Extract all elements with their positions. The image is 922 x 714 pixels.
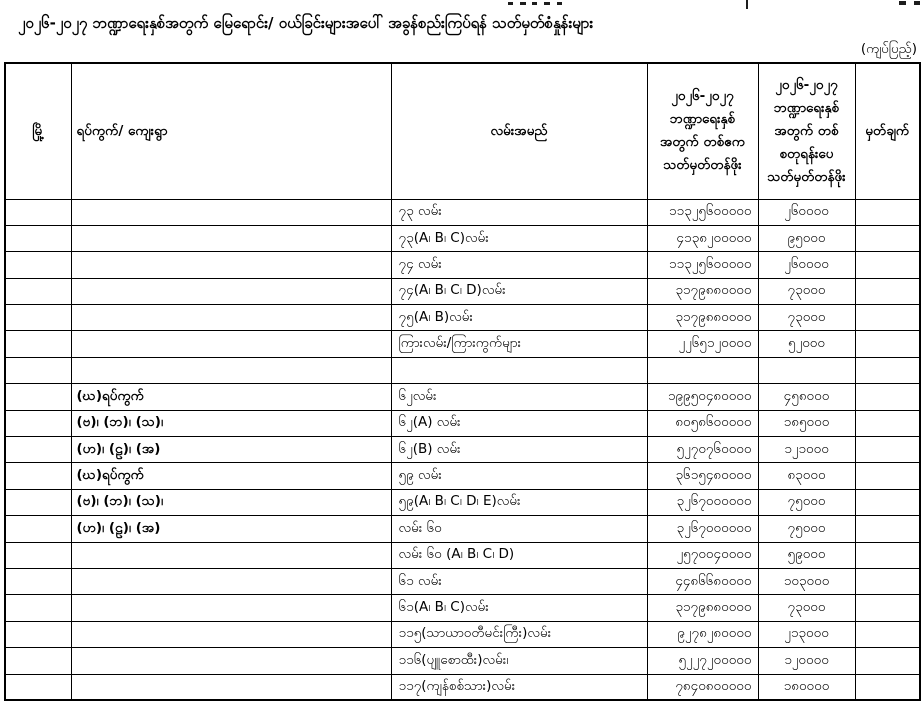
cell-per-acre-value: ၃၂၆၇၀၀၀၀၀၀ [647,489,758,515]
cell-ward: (ဃ)ရပ်ကွက် [71,384,391,410]
cell-per-sqft-value: ၇၅၀၀၀ [758,516,855,542]
scan-artifact [520,2,526,5]
cell-town [5,648,71,674]
cell-town [5,621,71,647]
cell-ward: (ဃ)ရပ်ကွက် [71,463,391,489]
cell-street-name: ၆၂(B) လမ်း [391,437,647,463]
cell-remark [855,357,920,383]
table-row [5,278,920,304]
cell-remark [855,225,920,251]
cell-per-sqft-value [758,357,855,383]
cell-street-name: ၁၁၆(ပျူစောထီး)လမ်း၊ [391,648,647,674]
col-header-town: မြို့ [5,63,71,199]
cell-street-name: ၇၄ လမ်း [391,252,647,278]
cell-per-sqft-value: ၂၁၃၀၀၀ [758,621,855,647]
header-row [5,63,920,199]
cell-per-acre-value: ၇၈၄၀၈၀၀၀၀၀ [647,674,758,700]
table-row [5,542,920,568]
cell-remark [855,305,920,331]
table-row [5,621,920,647]
cell-street-name: ၆၂(A) လမ်း [391,410,647,436]
cell-ward [71,621,391,647]
table-row [5,463,920,489]
cell-per-acre-value: ၅၂၇၀၇၆၀၀၀၀ [647,437,758,463]
cell-per-acre-value: ၂၅၇၀၀၄၀၀၀၀ [647,542,758,568]
cell-town [5,437,71,463]
cell-street-name: ၇၄(A၊ B၊ C၊ D)လမ်း [391,278,647,304]
cell-street-name: ၁၁၅(သာယာဝတီမင်းကြီး)လမ်း [391,621,647,647]
cell-per-sqft-value: ၁၈၀၀၀၀ [758,674,855,700]
cell-ward [71,278,391,304]
cell-per-sqft-value: ၄၅၈၀၀၀ [758,384,855,410]
cell-town [5,463,71,489]
cell-ward [71,542,391,568]
cell-per-acre-value: ၁၁၃၂၅၆၀၀၀၀၀ [647,252,758,278]
cell-street-name: ၅၉(A၊ B၊ C၊ D၊ E)လမ်း [391,489,647,515]
cell-per-acre-value: ၉၂၇၈၂၈၀၀၀၀ [647,621,758,647]
cell-per-sqft-value: ၂၆၀၀၀၀ [758,199,855,225]
cell-ward [71,674,391,700]
cell-per-sqft-value: ၁၈၅၀၀၀ [758,410,855,436]
cell-ward: (ဟ)၊ (ဠ)၊ (အ) [71,516,391,542]
cell-remark [855,252,920,278]
cell-town [5,410,71,436]
cell-remark [855,384,920,410]
table-row [5,384,920,410]
cell-town [5,489,71,515]
cell-street-name: ၆၂လမ်း [391,384,647,410]
cell-remark [855,621,920,647]
cell-ward [71,595,391,621]
table-row [5,674,920,700]
cell-remark [855,331,920,357]
table-row [5,516,920,542]
scan-artifact [557,2,562,5]
cell-town [5,252,71,278]
cell-street-name: လမ်း ၆၀ (A၊ B၊ C၊ D) [391,542,647,568]
table-row [5,331,920,357]
cell-per-acre-value: ၃၁၇၉၈၈၀၀၀၀ [647,278,758,304]
cell-town [5,225,71,251]
col-header-ward: ရပ်ကွက်/ ကျေးရွာ [71,63,391,199]
cell-remark [855,489,920,515]
table-row [5,648,920,674]
cell-per-acre-value: ၃၂၆၇၀၀၀၀၀၀ [647,516,758,542]
cell-per-sqft-value: ၁၂၁၀၀၀ [758,437,855,463]
cell-street-name: ၅၉ လမ်း [391,463,647,489]
cell-per-sqft-value: ၇၃၀၀၀ [758,305,855,331]
cell-town [5,357,71,383]
currency-unit-note: (ကျပ်ပြည့်) [860,41,917,57]
cell-per-acre-value: ၄၄၈၆၆၈၀၀၀၀ [647,568,758,594]
table-row [5,595,920,621]
cell-per-acre-value [647,357,758,383]
cell-ward [71,252,391,278]
cell-per-sqft-value: ၅၉၀၀၀ [758,542,855,568]
cell-remark [855,542,920,568]
cell-town [5,568,71,594]
valuation-table [4,62,921,701]
cell-town [5,516,71,542]
col-header-per-acre: ၂၀၂၆-၂၀၂၇ ဘဏ္ဍာရေးနှစ် အတွက် တစ်ဧက သတ်မှတ်တန်ဖိုး [647,63,758,199]
cell-per-sqft-value: ၇၃၀၀၀ [758,278,855,304]
cell-remark [855,437,920,463]
cell-per-sqft-value: ၅၂၀၀၀ [758,331,855,357]
cell-per-acre-value: ၃၆၁၅၄၈၀၀၀၀ [647,463,758,489]
cell-per-acre-value: ၁၁၃၂၅၆၀၀၀၀၀ [647,199,758,225]
cell-per-sqft-value: ၇၃၀၀၀ [758,595,855,621]
cell-ward [71,357,391,383]
cell-street-name: ၇၅(A၊ B)လမ်း [391,305,647,331]
cell-town [5,384,71,410]
cell-street-name: ၇၃(A၊ B၊ C)လမ်း [391,225,647,251]
cell-per-acre-value: ၅၂၂၇၂၀၀၀၀၀ [647,648,758,674]
cell-per-sqft-value: ၁၂၀၀၀၀ [758,648,855,674]
cell-street-name: ၆၁(A၊ B၊ C)လမ်း [391,595,647,621]
cell-ward [71,568,391,594]
cell-ward [71,199,391,225]
cell-ward [71,305,391,331]
col-header-street: လမ်းအမည် [391,63,647,199]
cell-street-name: ၆၁ လမ်း [391,568,647,594]
cell-remark [855,410,920,436]
cell-ward [71,648,391,674]
cell-street-name: ၇၃ လမ်း [391,199,647,225]
scan-artifact [899,1,906,5]
cell-ward: (ဗ)၊ (ဘ)၊ (သ)၊ [71,410,391,436]
cell-remark [855,568,920,594]
scan-artifact [544,2,550,5]
cell-remark [855,648,920,674]
cell-town [5,542,71,568]
cell-per-sqft-value: ၇၅၀၀၀ [758,489,855,515]
cell-street-name: ကြားလမ်း/ကြားကွက်များ [391,331,647,357]
cell-street-name: လမ်း ၆၀ [391,516,647,542]
cell-per-acre-value: ၃၁၇၉၈၈၀၀၀၀ [647,305,758,331]
col-header-remark: မှတ်ချက် [855,63,920,199]
cell-town [5,199,71,225]
cell-remark [855,516,920,542]
cell-street-name: ၁၁၇(ကျန်စစ်သား)လမ်း [391,674,647,700]
cell-per-sqft-value: ၉၅၀၀၀ [758,225,855,251]
table-row [5,305,920,331]
cell-town [5,331,71,357]
cell-per-sqft-value: ၂၆၀၀၀၀ [758,252,855,278]
cell-ward [71,225,391,251]
cell-per-acre-value: ၁၉၉၅၀၄၈၀၀၀၀ [647,384,758,410]
table-row [5,199,920,225]
cell-remark [855,278,920,304]
cell-ward: (ဟ)၊ (ဠ)၊ (အ) [71,437,391,463]
table-row [5,225,920,251]
cell-per-acre-value: ၃၁၇၉၈၈၀၀၀၀ [647,595,758,621]
page-title: ၂၀၂၆-၂၀၂၇ ဘဏ္ဍာရေးနှစ်အတွက် မြေရောင်း/ ဝယ်ခြင်းများအပေါ် အခွန်စည်းကြပ်ရန် သတ်မှတ်စံနှုန်းများ [18,14,594,32]
table-row-empty [5,357,920,383]
cell-ward: (ဗ)၊ (ဘ)၊ (သ)၊ [71,489,391,515]
table-row [5,489,920,515]
table-row [5,437,920,463]
table-row [5,252,920,278]
cell-per-sqft-value: ၁၀၃၀၀၀ [758,568,855,594]
cell-town [5,305,71,331]
cell-town [5,595,71,621]
cell-per-acre-value: ၈၀၅၈၆၀၀၀၀၀ [647,410,758,436]
cell-remark [855,199,920,225]
cell-town [5,278,71,304]
cell-per-acre-value: ၂၂၆၅၁၂၀၀၀၀ [647,331,758,357]
cell-per-acre-value: ၄၁၃၈၂၀၀၀၀၀ [647,225,758,251]
cell-per-sqft-value: ၈၃၀၀၀ [758,463,855,489]
cell-remark [855,595,920,621]
scan-artifact [508,2,513,5]
cell-street-name [391,357,647,383]
table-row [5,568,920,594]
scan-artifact [532,2,537,5]
col-header-per-sqft: ၂၀၂၆-၂၀၂၇ ဘဏ္ဍာရေးနှစ် အတွက် တစ်စတုရန်းပေ သတ်မှတ်တန်ဖိုး [758,63,855,199]
cell-remark [855,674,920,700]
cell-ward [71,331,391,357]
scan-artifact [914,1,920,5]
cell-remark [855,463,920,489]
table-row [5,410,920,436]
scan-artifact [746,0,748,9]
cell-town [5,674,71,700]
